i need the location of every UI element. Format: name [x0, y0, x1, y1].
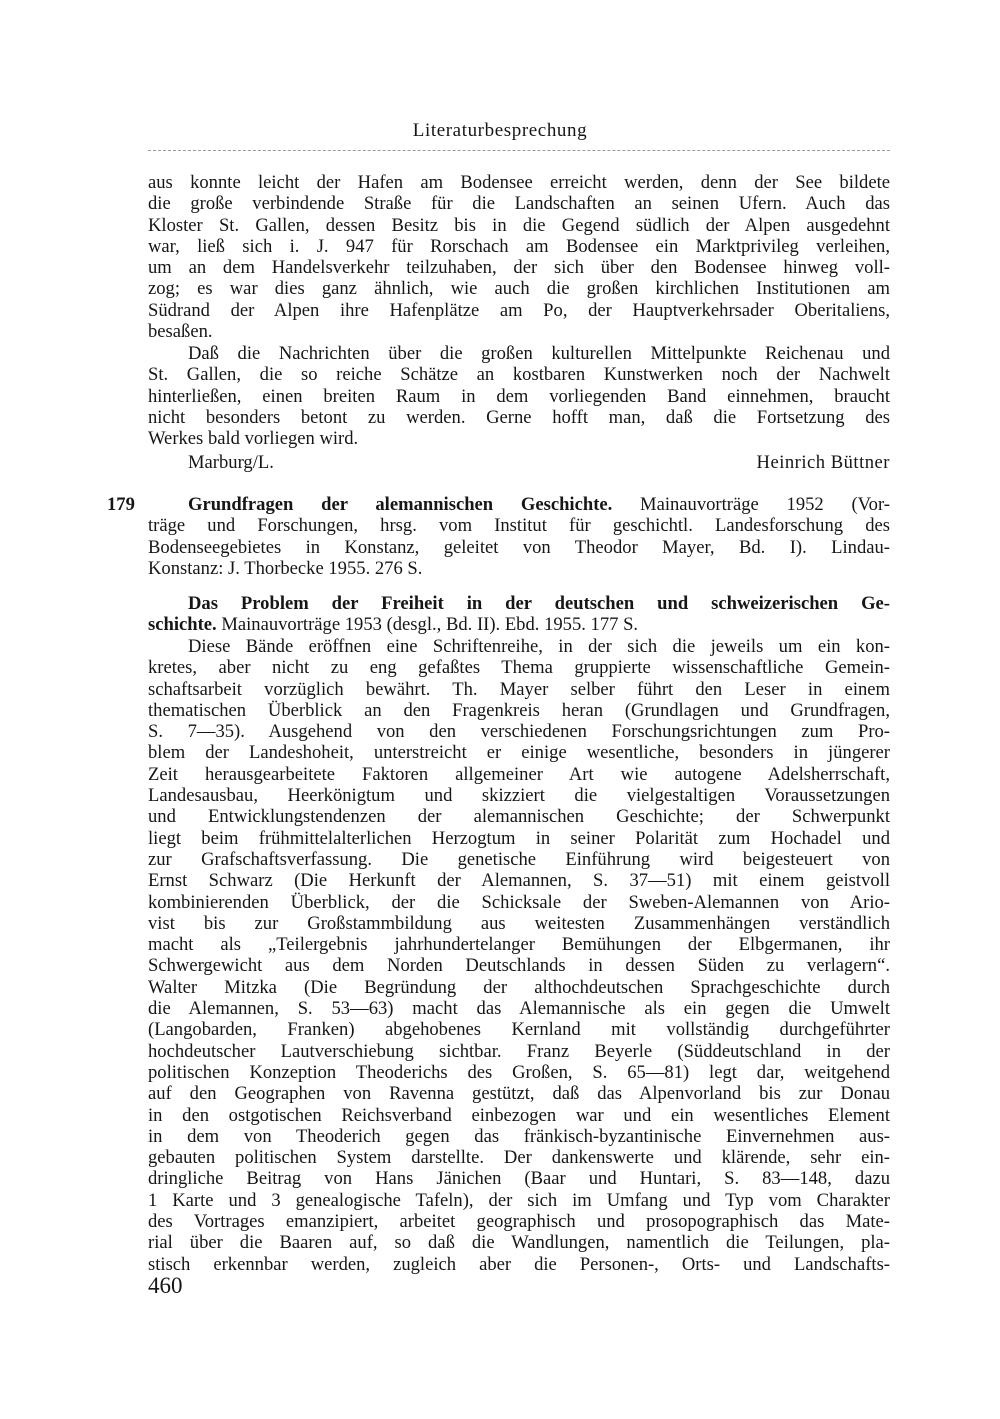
text-line: S. 7—35). Ausgehend von den verschiedenen Forschungsrichtungen zum Pro- — [148, 721, 890, 743]
entry-title-line — [148, 494, 890, 515]
bibliographic-entry-1 — [148, 494, 890, 579]
text-line: kombinierenden Überblick, der die Schicksale der Sweben-Alemannen von Ario- — [148, 891, 890, 913]
text-line: besaßen. — [148, 321, 213, 343]
entry-title-line — [148, 614, 890, 635]
text-line: in den ostgotischen Reichsverband einbezogen war und ein wesentliches Element — [148, 1104, 890, 1126]
text-line: vist bis zur Großstammbildung aus weitesten Zusammenhängen verständlich — [148, 912, 890, 934]
text-line: hochdeutscher Lautverschiebung sichtbar. Franz Beyerle (Süddeutschland in der — [148, 1040, 890, 1062]
review-body — [148, 636, 890, 1275]
text-line: Daß die Nachrichten über die großen kulturellen Mittelpunkte Reichenau und — [188, 343, 890, 364]
text-line: aus konnte leicht der Hafen am Bodensee erreicht werden, denn der See bildete — [148, 172, 890, 193]
paragraph-closing — [148, 343, 890, 449]
text-line: (Langobarden, Franken) abgehobenes Kernland mit vollständig durchgeführter — [148, 1019, 890, 1041]
text-line: war, ließ sich i. J. 947 für Rorschach am Bodensee ein Marktprivileg verleihen, — [148, 235, 890, 257]
signature-place: Marburg/L. — [188, 452, 274, 473]
entry-details: Mainauvorträge 1953 (desgl., Bd. II). Ebd. 1955. 177 S. — [216, 614, 639, 636]
text-line: stisch erkennbar werden, zugleich aber die Personen-, Orts- und Landschafts- — [148, 1253, 890, 1275]
text-line: nicht besonders betont zu werden. Gerne hofft man, daß die Fortsetzung des — [148, 406, 890, 428]
text-line: zur Grafschaftsverfassung. Die genetische Einführung wird beigesteuert von — [148, 848, 890, 870]
review-signature — [188, 452, 890, 474]
text-line: kretes, aber nicht zu eng gefaßtes Thema gruppierte wissenschaftliche Gemein- — [148, 657, 890, 679]
text-line: zog; es war dies ganz ähnlich, wie auch die großen kirchlichen Institutionen am — [148, 278, 890, 300]
text-line: blem der Landeshoheit, unterstreicht er einige wesentliche, besonders in jüngerer — [148, 742, 890, 764]
text-line: rial über die Baaren auf, so daß die Wandlungen, namentlich die Teilungen, pla- — [148, 1232, 890, 1254]
text-line: die große verbindende Straße für die Landschaften an seinen Ufern. Auch das — [148, 193, 890, 215]
text-line: hinterließen, einen breiten Raum in dem vorliegenden Band einnehmen, braucht — [148, 385, 890, 407]
page-number: 460 — [148, 1273, 183, 1298]
entry-title: Das Problem der Freiheit in der deutschen und schweizerischen Ge- — [188, 593, 890, 614]
text-line: auf den Geographen von Ravenna gestützt, daß das Alpenvorland bis zur Donau — [148, 1083, 890, 1105]
text-line: Walter Mitzka (Die Begründung der althochdeutschen Sprachgeschichte durch — [148, 976, 890, 998]
entry-title: schichte. — [148, 614, 217, 636]
text-line: dringliche Beitrag von Hans Jänichen (Baar und Huntari, S. 83—148, dazu — [148, 1168, 890, 1190]
text-line: macht als „Teilergebnis jahrhundertelanger Bemühungen der Elbgermanen, ihr — [148, 934, 890, 956]
text-line: gebauten politischen System darstellte. Der dankenswerte und klärende, sehr ein- — [148, 1147, 890, 1169]
text-line: träge und Forschungen, hrsg. vom Institut für geschichtl. Landesforschung des — [148, 515, 890, 537]
text-line: Konstanz: J. Thorbecke 1955. 276 S. — [148, 557, 423, 579]
text-line: Bodenseegebietes in Konstanz, geleitet von Theodor Mayer, Bd. I). Lindau- — [148, 536, 890, 558]
text-line: 1 Karte und 3 genealogische Tafeln), der sich im Umfang und Typ vom Charakter — [148, 1189, 890, 1211]
text-line: Landesausbau, Heerkönigtum und skizziert die vielgestaltigen Voraussetzungen — [148, 785, 890, 807]
text-line: Werkes bald vorliegen wird. — [148, 428, 359, 450]
paragraph-continuation — [148, 172, 890, 342]
text-line: um an dem Handelsverkehr teilzuhaben, der sich über den Bodensee hinweg voll- — [148, 257, 890, 279]
text-line: in dem von Theoderich gegen das fränkisch-byzantinische Einvernehmen aus- — [148, 1125, 890, 1147]
entry-number: 179 — [107, 494, 135, 515]
entry-title: Grundfragen der alemannischen Geschichte. — [188, 494, 613, 515]
entry-details: Mainauvorträge 1952 (Vor- — [612, 494, 890, 515]
running-head: Literaturbesprechung — [412, 120, 588, 141]
text-line: und Entwicklungstendenzen der alemannischen Geschichte; der Schwerpunkt — [148, 806, 890, 828]
text-line: Südrand der Alpen ihre Hafenplätze am Po, der Hauptverkehrsader Oberitaliens, — [148, 299, 890, 321]
header-rule — [148, 150, 890, 151]
text-line: St. Gallen, die so reiche Schätze an kostbaren Kunstwerken noch der Nachwelt — [148, 364, 890, 386]
text-line: Schwergewicht aus dem Norden Deutschlands in dessen Süden zu verlagern“. — [148, 955, 890, 977]
text-line: politischen Konzeption Theoderichs des Großen, S. 65—81) legt dar, weitgehend — [148, 1061, 890, 1083]
text-line: des Vortrages emanzipiert, arbeitet geographisch und prosopographisch das Mate- — [148, 1211, 890, 1233]
text-line: thematischen Überblick an den Fragenkreis heran (Grundlagen und Grundfragen, — [148, 699, 890, 721]
text-line: Zeit herausgearbeitete Faktoren allgemeiner Art wie autogene Adelsherrschaft, — [148, 763, 890, 785]
text-line: schaftsarbeit vorzüglich bewährt. Th. Mayer selber führt den Leser in einem — [148, 678, 890, 700]
bibliographic-entry-2 — [148, 593, 890, 636]
entry-title-line — [148, 593, 890, 614]
text-line: die Alemannen, S. 53—63) macht das Alemannische als ein gegen die Umwelt — [148, 998, 890, 1020]
text-line: Kloster St. Gallen, dessen Besitz bis in die Gegend südlich der Alpen ausgedehnt — [148, 214, 890, 236]
signature-author: Heinrich Büttner — [756, 452, 890, 473]
text-line: Ernst Schwarz (Die Herkunft der Alemannen, S. 37—51) mit einem geistvoll — [148, 870, 890, 892]
text-line: liegt beim frühmittelalterlichen Herzogtum in seiner Polarität zum Hochadel und — [148, 827, 890, 849]
text-line: Diese Bände eröffnen eine Schriftenreihe, in der sich die jeweils um ein kon- — [188, 636, 890, 657]
